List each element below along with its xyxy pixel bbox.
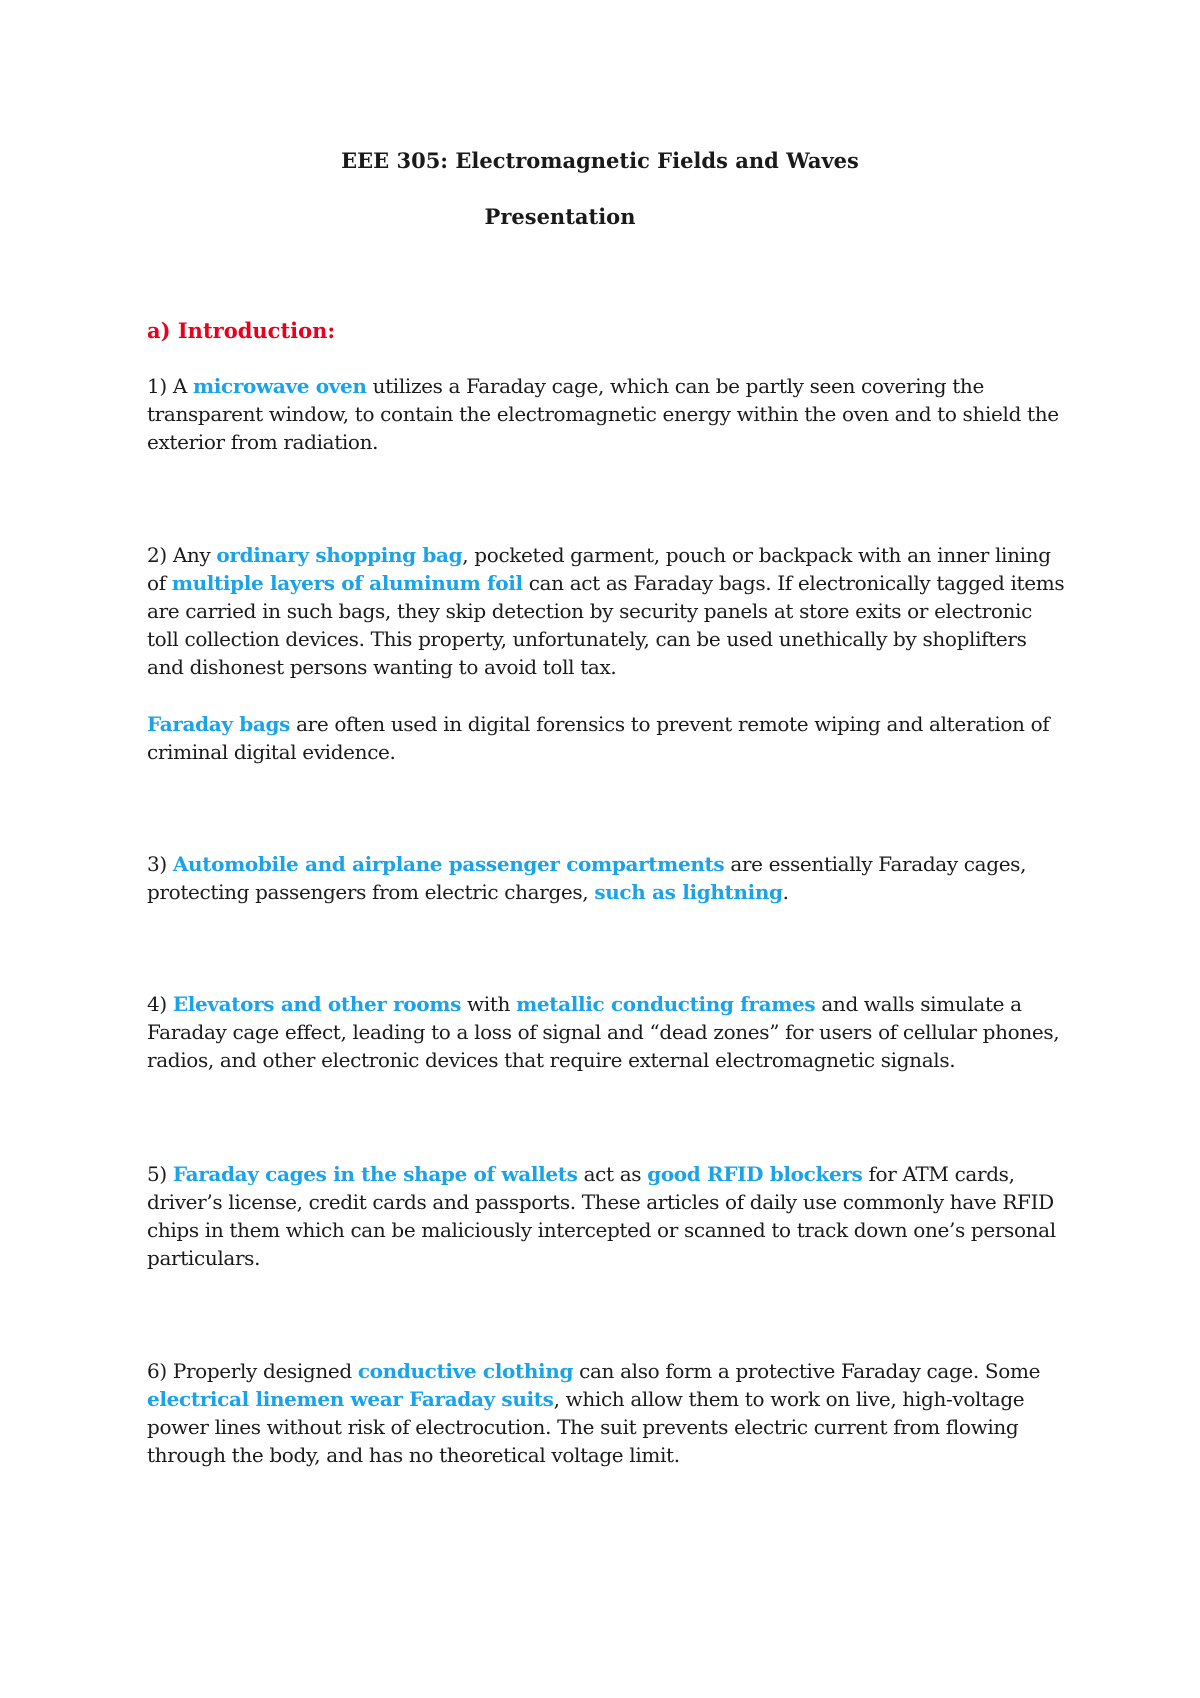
highlight-term: Faraday bags	[147, 712, 291, 736]
text-run: act as	[577, 1162, 648, 1186]
section-heading: a) Introduction:	[147, 318, 336, 343]
paragraph-wallets	[147, 1160, 1067, 1272]
text-run: , pocketed garment, pouch or backpack with an inner lining of	[147, 543, 1051, 595]
highlight-term: microwave oven	[192, 374, 367, 398]
highlight-term: conductive clothing	[357, 1359, 574, 1383]
paragraph-elevators	[147, 990, 1067, 1074]
highlight-term: such as lightning	[594, 880, 783, 904]
paragraph-vehicles	[147, 850, 1067, 906]
highlight-term: Automobile and airplane passenger compartments	[172, 852, 725, 876]
text-run: 1) A	[147, 374, 193, 398]
document-subtitle: Presentation	[484, 204, 636, 229]
highlight-term: electrical linemen wear Faraday suits	[147, 1387, 554, 1411]
highlight-term: Elevators and other rooms	[172, 992, 462, 1016]
text-run: and walls simulate a Faraday cage effect, leading to a loss of signal and “dead zones” for users of cellular phones, radios, and other electronic devices that require external electromagnetic signals.	[147, 992, 1060, 1072]
text-run: .	[782, 880, 789, 904]
text-run: for ATM cards, driver’s license, credit cards and passports. These articles of daily use commonly have RFID chips in them which can be maliciously intercepted or scanned to track down one’s personal particulars.	[147, 1162, 1056, 1270]
text-run: 2) Any	[147, 543, 217, 567]
text-run: , which allow them to work on live, high-voltage power lines without risk of electrocution. The suit prevents electric current from flowing through the body, and has no theoretical voltage limit.	[147, 1387, 1025, 1467]
text-run: with	[461, 992, 517, 1016]
document-title: EEE 305: Electromagnetic Fields and Waves	[341, 148, 859, 173]
highlight-term: Faraday cages in the shape of wallets	[172, 1162, 578, 1186]
text-run: 3)	[147, 852, 173, 876]
paragraph-shopping-bag	[147, 541, 1067, 681]
text-run: can also form a protective Faraday cage. Some	[573, 1359, 1041, 1383]
text-run: 4)	[147, 992, 173, 1016]
text-run: 5)	[147, 1162, 173, 1186]
highlight-term: multiple layers of aluminum foil	[171, 571, 523, 595]
text-run: can act as Faraday bags. If electronically tagged items are carried in such bags, they skip detection by security panels at store exits or electronic toll collection devices. This property, unfortunately, can be used unethically by shoplifters and dishonest persons wanting to avoid toll tax.	[147, 571, 1065, 679]
highlight-term: metallic conducting frames	[516, 992, 816, 1016]
text-run: 6) Properly designed	[147, 1359, 358, 1383]
text-run: are often used in digital forensics to prevent remote wiping and alteration of criminal digital evidence.	[147, 712, 1050, 764]
paragraph-microwave-oven	[147, 372, 1067, 456]
highlight-term: ordinary shopping bag	[216, 543, 463, 567]
paragraph-faraday-bags	[147, 710, 1067, 766]
text-run: are essentially Faraday cages, protecting passengers from electric charges,	[147, 852, 1027, 904]
paragraph-conductive-clothing	[147, 1357, 1067, 1469]
highlight-term: good RFID blockers	[647, 1162, 863, 1186]
text-run: utilizes a Faraday cage, which can be partly seen covering the transparent window, to contain the electromagnetic energy within the oven and to shield the exterior from radiation.	[147, 374, 1059, 454]
